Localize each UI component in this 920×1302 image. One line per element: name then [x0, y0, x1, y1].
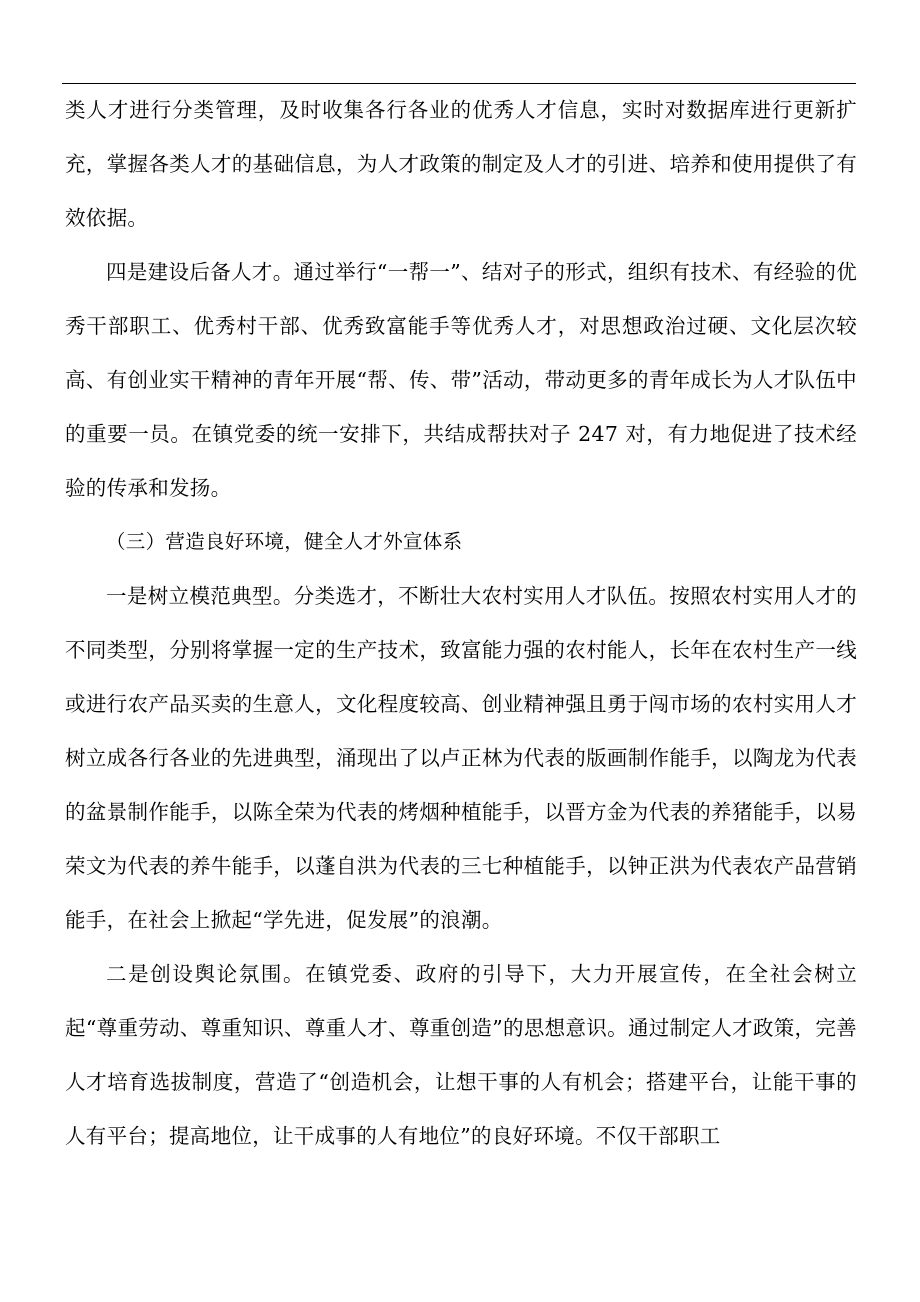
document-body: [65, 83, 857, 1163]
paragraph-continuation: 类人才进行分类管理，及时收集各行各业的优秀人才信息，实时对数据库进行更新扩充，掌握各类人才的基础信息，为人才政策的制定及人才的引进、培养和使用提供了有效依据。: [65, 98, 857, 230]
paragraph-public-opinion: 二是创设舆论氛围。在镇党委、政府的引导下，大力开展宣传，在全社会树立起“尊重劳动、尊重知识、尊重人才、尊重创造”的思想意识。通过制定人才政策，完善人才培育选拔制度，营造了“创造机会，让想干事的人有机会；搭建平台，让能干事的人有平台；提高地位，让干成事的人有地位”的良好环境。不仅干部职工: [65, 962, 857, 1148]
section-heading: （三）营造良好环境，健全人才外宣体系: [106, 530, 463, 553]
paragraph-model-examples: 一是树立模范典型。分类选才，不断壮大农村实用人才队伍。按照农村实用人才的不同类型，分别将掌握一定的生产技术，致富能力强的农村能人，长年在农村生产一线或进行农产品买卖的生意人，文化程度较高、创业精神强且勇于闯市场的农村实用人才树立成各行各业的先进典型，涌现出了以卢正林为代表的版画制作能手，以陶龙为代表的盆景制作能手，以陈全荣为代表的烤烟种植能手，以晋方金为代表的养猪能手，以易荣文为代表的养牛能手，以蓬自洪为代表的三七种植能手，以钟正洪为代表农产品营销能手，在社会上掀起“学先进，促发展”的浪潮。: [65, 584, 857, 932]
paragraph-reserve-talent: 四是建设后备人才。通过举行“一帮一”、结对子的形式，组织有技术、有经验的优秀干部职工、优秀村干部、优秀致富能手等优秀人才，对思想政治过硬、文化层次较高、有创业实干精神的青年开展“帮、传、带”活动，带动更多的青年成长为人才队伍中的重要一员。在镇党委的统一安排下，共结成帮扶对子 247 对，有力地促进了技术经验的传承和发扬。: [65, 260, 857, 500]
